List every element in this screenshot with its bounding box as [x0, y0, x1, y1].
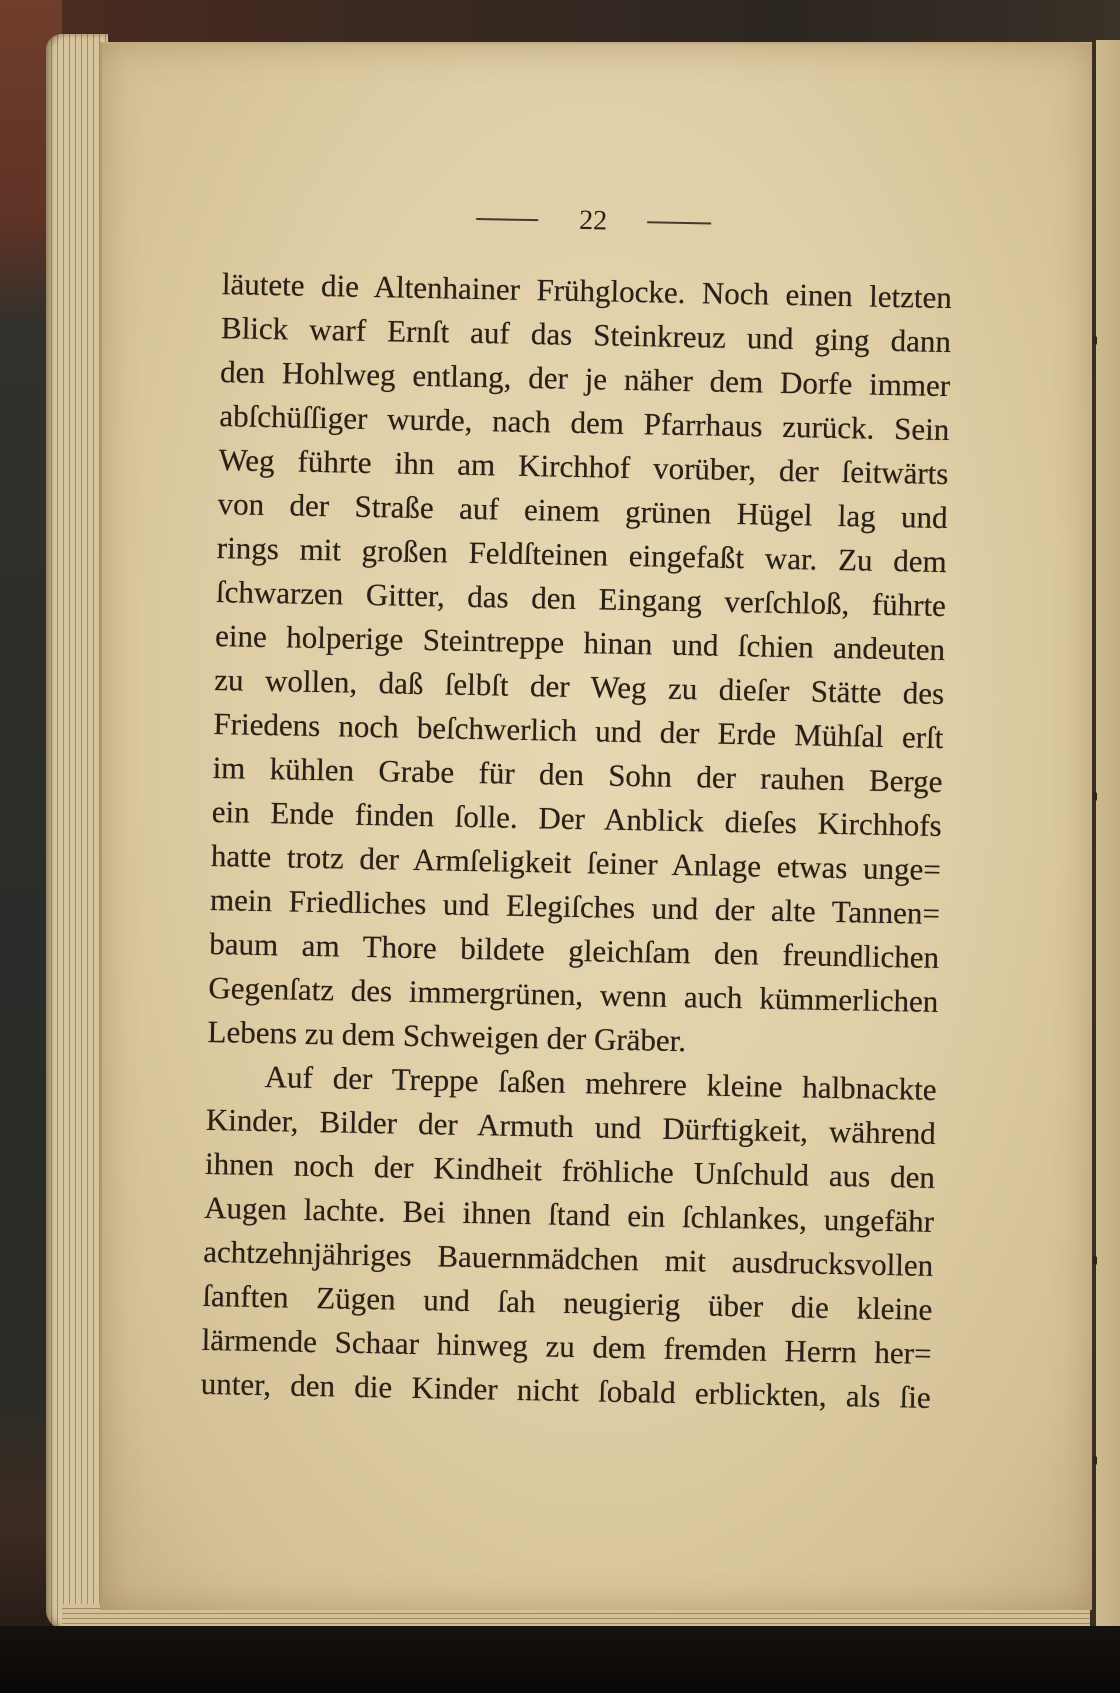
text-line: Gegenſatz des immergrünen, wenn auch kümmerlichen	[208, 969, 939, 1019]
text-line: zu wollen, daß ſelbſt der Weg zu dieſer Stätte des	[214, 662, 945, 712]
text-line: baum am Thore bildete gleichſam den freundlichen	[208, 925, 940, 975]
text-block	[200, 190, 953, 1420]
text-line: abſchüſſiger wurde, nach dem Pfarrhaus zurück. Sein	[219, 398, 950, 448]
ink-speck	[1093, 792, 1097, 801]
paragraph-2	[200, 1054, 937, 1420]
text-line: Blick warf Ernſt auf das Steinkreuz und ging dann	[220, 310, 952, 360]
ink-speck	[1093, 1256, 1097, 1265]
text-line: Lebens zu dem Schweigen der Gräber.	[207, 1013, 687, 1059]
text-line: von der Straße auf einem grünen Hügel lag und	[217, 486, 948, 536]
page-number-rule-right	[647, 221, 711, 224]
text-line: ein Ende finden ſolle. Der Anblick dieſes Kirchhofs	[211, 793, 943, 844]
text-line: eine holperige Steintreppe hinan und ſchien andeuten	[214, 618, 946, 668]
ink-speck	[1093, 336, 1097, 345]
text-line: ſanften Zügen und ſah neugierig über die kleine	[202, 1277, 933, 1327]
text-line: im kühlen Grabe für den Sohn der rauhen Berge	[212, 750, 943, 800]
book-cover-bottom	[0, 1626, 1120, 1693]
text-line: mein Friedliches und Elegiſches und der alte Tannen=	[209, 881, 941, 931]
text-line: rings mit großen Feldſteinen eingefaßt war. Zu dem	[216, 530, 948, 580]
text-line: den Hohlweg entlang, der je näher dem Dorfe immer	[219, 354, 951, 404]
text-line: Augen lachte. Bei ihnen ſtand ein ſchlankes, ungefähr	[203, 1189, 935, 1239]
text-line: Friedens noch beſchwerlich und der Erde Mühſal erſt	[213, 706, 944, 756]
paragraph-1	[207, 262, 952, 1068]
text-line: läutete die Altenhainer Frühglocke. Noch einen letzten	[221, 266, 953, 316]
text-line: achtzehnjähriges Bauernmädchen mit ausdrucksvollen	[203, 1233, 934, 1283]
book-page	[100, 42, 1092, 1610]
text-line: ihnen noch der Kindheit fröhliche Unſchuld aus den	[204, 1145, 936, 1195]
text-line: lärmende Schaar hinweg zu dem fremden Herrn her=	[201, 1321, 932, 1371]
text-line: unter, den die Kinder nicht ſobald erblickten, als ſie	[200, 1365, 932, 1415]
text-line: Kinder, Bilder der Armuth und Dürftigkeit, während	[205, 1101, 937, 1151]
page-number-rule-left	[476, 218, 538, 221]
text-line: Auf der Treppe ſaßen mehrere kleine halbnackte	[264, 1059, 937, 1107]
text-line: hatte trotz der Armſeligkeit ſeiner Anlage etwas unge=	[210, 837, 942, 887]
page-stack-edges	[46, 34, 108, 1630]
text-line: Weg führte ihn am Kirchhof vorüber, der ſeitwärts	[218, 442, 949, 492]
running-head	[222, 190, 953, 276]
text-line: ſchwarzen Gitter, das den Eingang verſchloß, führte	[215, 574, 947, 624]
ink-speck	[1093, 1456, 1097, 1465]
facing-page-edge	[1090, 40, 1120, 1626]
page-number: 22	[578, 204, 608, 237]
